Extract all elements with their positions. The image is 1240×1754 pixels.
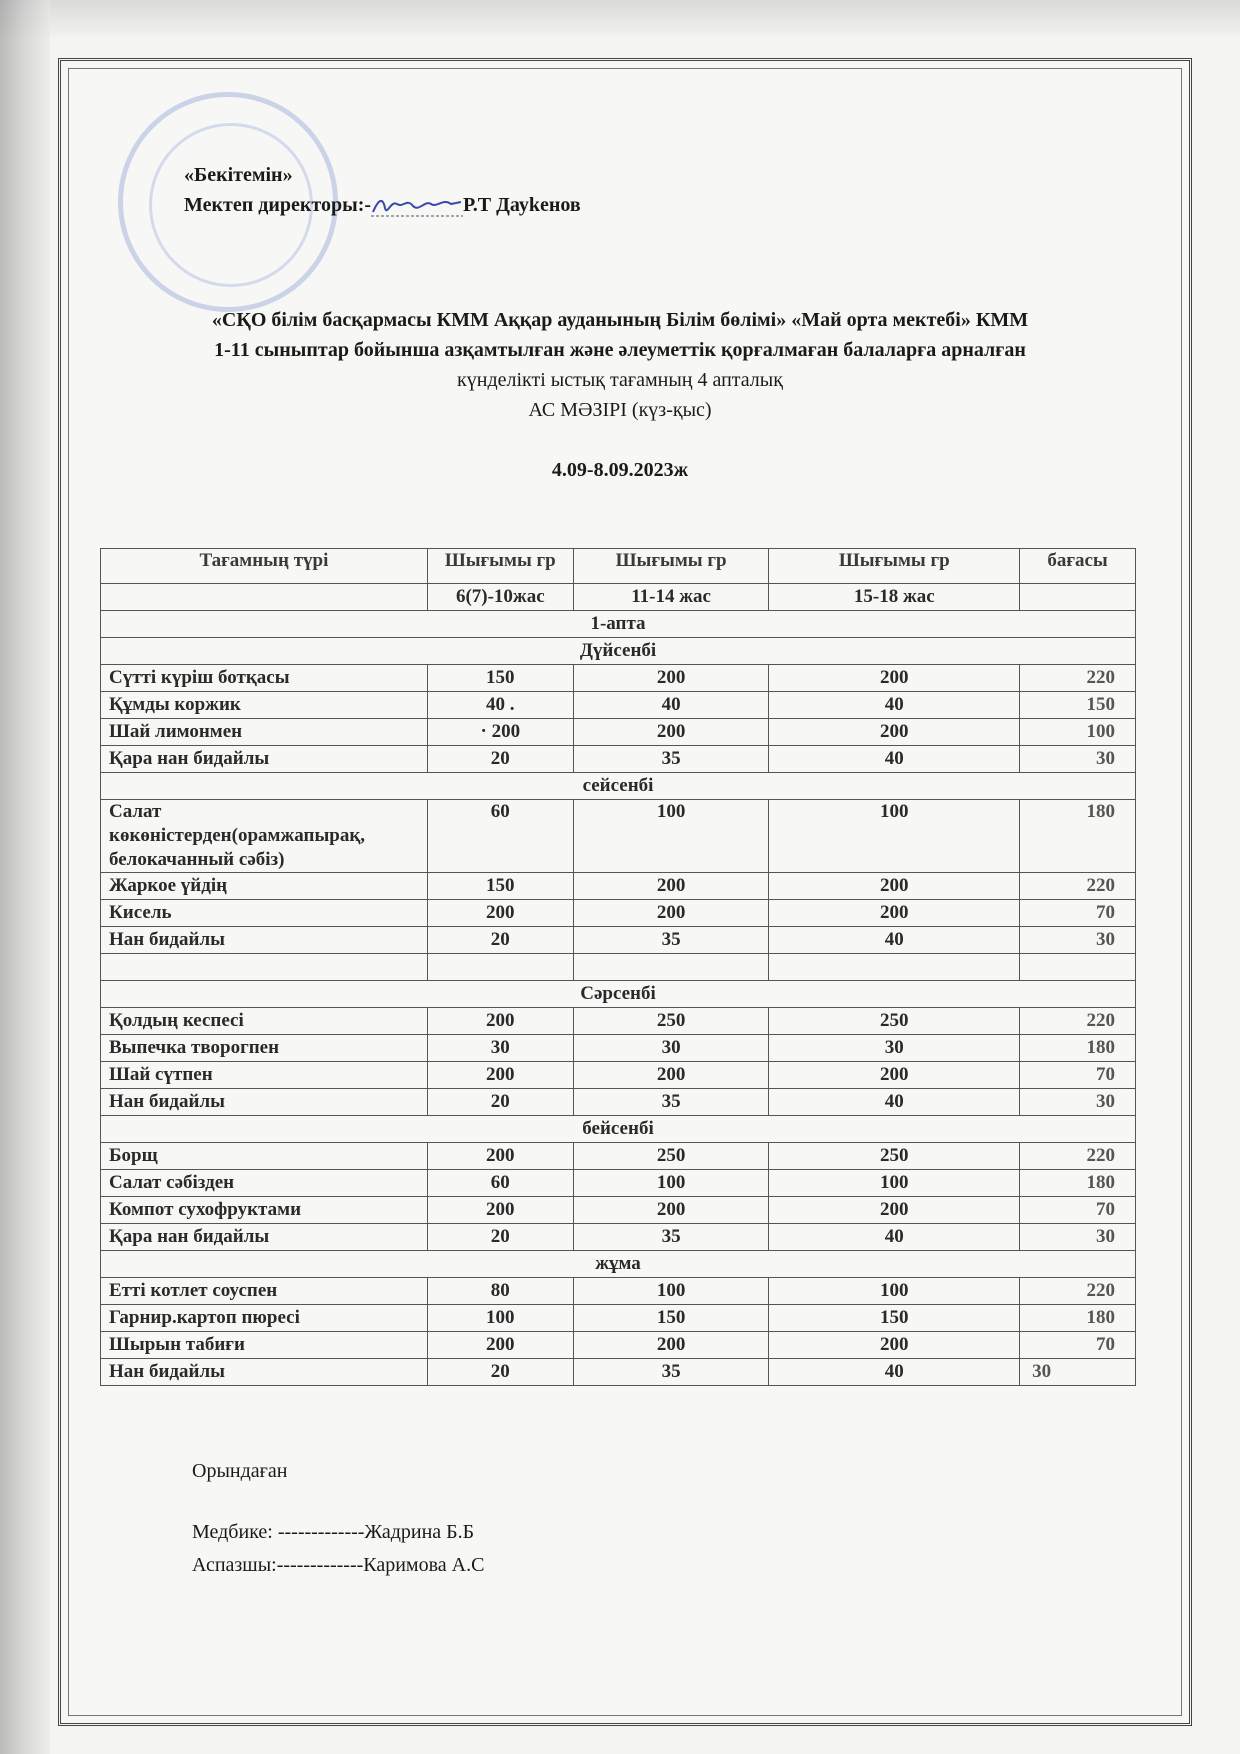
day-row	[101, 773, 1136, 800]
output-15-18: 40	[769, 692, 1020, 719]
price: 30	[1020, 1224, 1136, 1251]
day-row	[101, 1116, 1136, 1143]
col-header-output-1: Шығымы гр	[427, 549, 573, 584]
output-15-18: 200	[769, 1062, 1020, 1089]
day-row	[101, 981, 1136, 1008]
output-6-10: 20	[427, 1089, 573, 1116]
price: 30	[1020, 1089, 1136, 1116]
age-group-2: 11-14 жас	[573, 584, 769, 611]
day-row	[101, 1251, 1136, 1278]
output-11-14: 30	[573, 1035, 769, 1062]
day-label-tuesday: сейсенбі	[101, 773, 1136, 800]
col-header-output-2: Шығымы гр	[573, 549, 769, 584]
output-6-10: 200	[427, 1062, 573, 1089]
price: 70	[1020, 1332, 1136, 1359]
dish-name: Салат көкөністерден(орамжапырақ, белокачанный сәбіз)	[101, 800, 428, 873]
dish-name: Нан бидайлы	[101, 1089, 428, 1116]
header-line-4: АС МӘЗІРІ (күз-қыс)	[528, 399, 712, 421]
output-15-18: 200	[769, 719, 1020, 746]
table-row	[101, 719, 1136, 746]
week-row	[101, 611, 1136, 638]
dish-name: Нан бидайлы	[101, 927, 428, 954]
col-header-dish: Тағамның түрі	[101, 549, 428, 584]
table-row	[101, 800, 1136, 873]
dish-name: Выпечка творогпен	[101, 1035, 428, 1062]
output-6-10: 200	[427, 1008, 573, 1035]
price: 70	[1020, 1197, 1136, 1224]
nurse-signature-line: Медбике: -------------Жадрина Б.Б	[192, 1521, 475, 1543]
output-15-18: 250	[769, 1008, 1020, 1035]
price: 70	[1020, 900, 1136, 927]
output-6-10: 20	[427, 1359, 573, 1386]
output-15-18: 40	[769, 746, 1020, 773]
price: 180	[1020, 1170, 1136, 1197]
table-row	[101, 1089, 1136, 1116]
output-6-10: 150	[427, 873, 573, 900]
output-6-10: 200	[427, 1143, 573, 1170]
signature	[371, 194, 463, 218]
output-6-10: 80	[427, 1278, 573, 1305]
menu-table	[100, 548, 1136, 1386]
output-15-18: 200	[769, 873, 1020, 900]
approval-title: «Бекітемін»	[184, 164, 293, 186]
output-15-18: 40	[769, 1224, 1020, 1251]
output-11-14: 200	[573, 1332, 769, 1359]
dish-name: Борщ	[101, 1143, 428, 1170]
dish-name: Шай сүтпен	[101, 1062, 428, 1089]
scan-shadow-left	[0, 0, 50, 1754]
table-row	[101, 692, 1136, 719]
price: 70	[1020, 1062, 1136, 1089]
output-15-18: 200	[769, 1332, 1020, 1359]
dish-name: Сүтті күріш ботқасы	[101, 665, 428, 692]
table-row	[101, 1332, 1136, 1359]
output-15-18: 200	[769, 665, 1020, 692]
day-label-wednesday: Сәрсенбі	[101, 981, 1136, 1008]
executed-label: Орындаған	[192, 1460, 288, 1482]
price: 180	[1020, 800, 1136, 873]
date-range: 4.09-8.09.2023ж	[551, 459, 689, 481]
output-6-10: 150	[427, 665, 573, 692]
table-row	[101, 1062, 1136, 1089]
output-15-18: 100	[769, 1278, 1020, 1305]
output-6-10: 40 .	[427, 692, 573, 719]
output-11-14: 200	[573, 719, 769, 746]
dish-name: Нан бидайлы	[101, 1359, 428, 1386]
output-11-14: 100	[573, 1170, 769, 1197]
day-row	[101, 638, 1136, 665]
price: 220	[1020, 1008, 1136, 1035]
output-15-18: 100	[769, 1170, 1020, 1197]
table-row	[101, 1305, 1136, 1332]
price: 220	[1020, 665, 1136, 692]
output-11-14: 40	[573, 692, 769, 719]
output-6-10: 20	[427, 746, 573, 773]
col-header-price: бағасы	[1020, 549, 1136, 584]
table-row	[101, 1359, 1136, 1386]
day-label-thursday: бейсенбі	[101, 1116, 1136, 1143]
output-11-14: 35	[573, 1359, 769, 1386]
output-11-14: 150	[573, 1305, 769, 1332]
week-label: 1-апта	[101, 611, 1136, 638]
price: 30	[1020, 746, 1136, 773]
age-empty-cell	[101, 584, 428, 611]
output-6-10: 20	[427, 1224, 573, 1251]
output-6-10: 200	[427, 900, 573, 927]
age-row	[101, 584, 1136, 611]
header-line-3: күнделікті ыстық тағамның 4 апталық	[457, 369, 783, 391]
output-15-18: 40	[769, 1359, 1020, 1386]
director-label: Мектеп директоры:-	[184, 194, 372, 216]
col-header-output-3: Шығымы гр	[769, 549, 1020, 584]
day-label-friday: жұма	[101, 1251, 1136, 1278]
output-6-10: · 200	[427, 719, 573, 746]
output-11-14: 35	[573, 1089, 769, 1116]
table-row	[101, 1143, 1136, 1170]
output-11-14: 35	[573, 746, 769, 773]
dish-name: Салат сәбізден	[101, 1170, 428, 1197]
header-line-2: 1-11 сыныптар бойынша азқамтылған және әлеуметтік қорғалмаған балаларға арналған	[214, 339, 1026, 361]
cook-signature-line: Аспазшы:-------------Каримова А.С	[192, 1554, 485, 1576]
output-15-18: 100	[769, 800, 1020, 873]
age-group-1: 6(7)-10жас	[427, 584, 573, 611]
price: 220	[1020, 1278, 1136, 1305]
output-6-10: 60	[427, 1170, 573, 1197]
output-15-18: 150	[769, 1305, 1020, 1332]
output-11-14: 200	[573, 1197, 769, 1224]
table-row	[101, 900, 1136, 927]
director-name: Р.Т Дауkенов	[463, 194, 581, 216]
dish-name: Етті котлет соуспен	[101, 1278, 428, 1305]
output-15-18: 40	[769, 927, 1020, 954]
output-11-14: 200	[573, 873, 769, 900]
dish-name: Қолдың кеспесі	[101, 1008, 428, 1035]
price: 220	[1020, 873, 1136, 900]
output-15-18: 40	[769, 1089, 1020, 1116]
dish-name: Шырын табиғи	[101, 1332, 428, 1359]
output-15-18: 250	[769, 1143, 1020, 1170]
scan-shadow-top	[0, 0, 1240, 36]
output-11-14: 200	[573, 900, 769, 927]
table-row	[101, 665, 1136, 692]
dish-name: Кисель	[101, 900, 428, 927]
dish-name: Қара нан бидайлы	[101, 746, 428, 773]
price: 150	[1020, 692, 1136, 719]
table-row	[101, 1197, 1136, 1224]
output-11-14: 250	[573, 1008, 769, 1035]
age-group-3: 15-18 жас	[769, 584, 1020, 611]
director-line	[184, 190, 581, 220]
price: 180	[1020, 1035, 1136, 1062]
price: 180	[1020, 1305, 1136, 1332]
dish-name: Жаркое үйдің	[101, 873, 428, 900]
dish-name: Шай лимонмен	[101, 719, 428, 746]
price: 30	[1020, 927, 1136, 954]
output-15-18: 200	[769, 1197, 1020, 1224]
output-6-10: 200	[427, 1332, 573, 1359]
dish-name: Құмды коржик	[101, 692, 428, 719]
output-6-10: 20	[427, 927, 573, 954]
table-row	[101, 1224, 1136, 1251]
table-row	[101, 1278, 1136, 1305]
output-6-10: 60	[427, 800, 573, 873]
empty-row	[101, 954, 1136, 981]
table-row	[101, 873, 1136, 900]
output-11-14: 35	[573, 1224, 769, 1251]
table-row	[101, 1035, 1136, 1062]
price: 30	[1020, 1359, 1136, 1386]
output-11-14: 35	[573, 927, 769, 954]
output-11-14: 100	[573, 1278, 769, 1305]
day-label-monday: Дүйсенбі	[101, 638, 1136, 665]
table-header-row	[101, 549, 1136, 584]
table-row	[101, 1008, 1136, 1035]
price: 100	[1020, 719, 1136, 746]
table-row	[101, 746, 1136, 773]
header-line-1: «СҚО білім басқармасы КММ Аққар ауданының Білім бөлімі» «Май орта мектебі» КММ	[211, 309, 1029, 331]
output-11-14: 200	[573, 665, 769, 692]
table-row	[101, 927, 1136, 954]
output-6-10: 200	[427, 1197, 573, 1224]
table-row	[101, 1170, 1136, 1197]
approval-block	[184, 160, 581, 220]
dish-name: Қара нан бидайлы	[101, 1224, 428, 1251]
output-11-14: 200	[573, 1062, 769, 1089]
dish-name: Компот сухофруктами	[101, 1197, 428, 1224]
output-6-10: 30	[427, 1035, 573, 1062]
age-empty-cell	[1020, 584, 1136, 611]
output-11-14: 250	[573, 1143, 769, 1170]
output-15-18: 30	[769, 1035, 1020, 1062]
output-11-14: 100	[573, 800, 769, 873]
price: 220	[1020, 1143, 1136, 1170]
dish-name: Гарнир.картоп пюресі	[101, 1305, 428, 1332]
output-6-10: 100	[427, 1305, 573, 1332]
output-15-18: 200	[769, 900, 1020, 927]
